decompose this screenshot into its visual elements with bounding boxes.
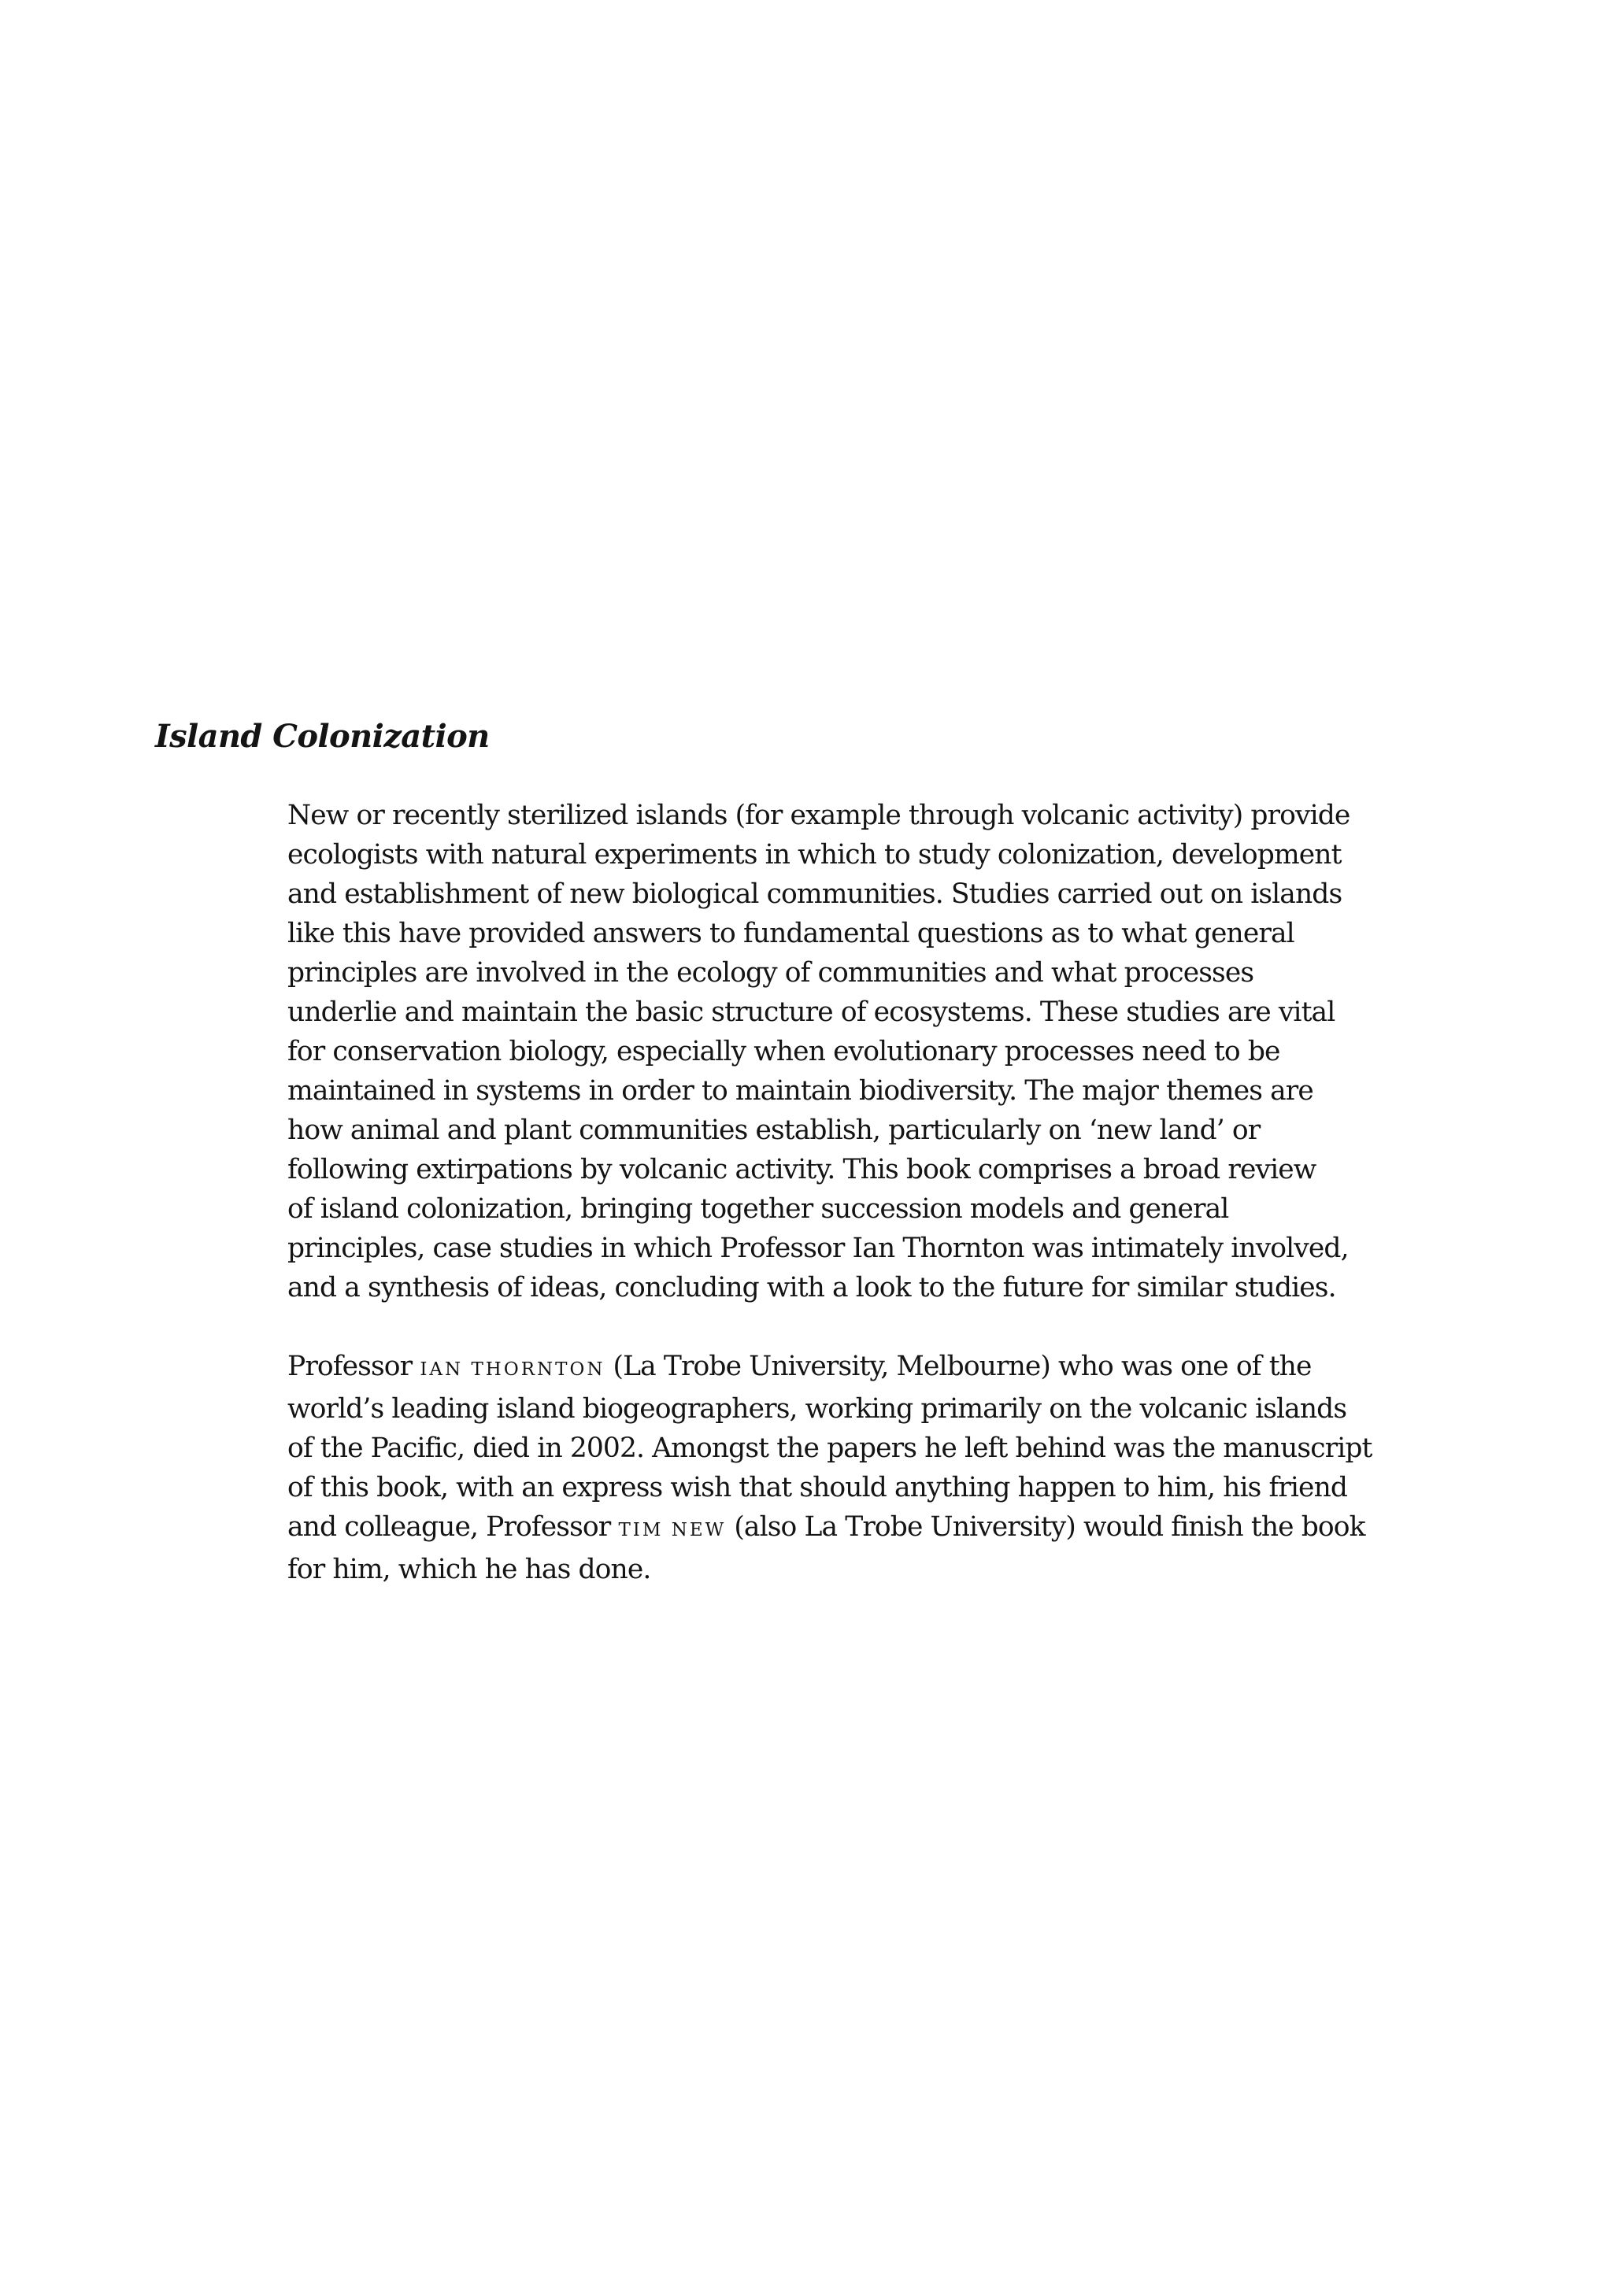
- description-line: of island colonization, bringing together succession models and general: [287, 1193, 1229, 1225]
- description-line: principles, case studies in which Professor Ian Thornton was intimately involved,: [287, 1233, 1349, 1264]
- author-name-tim-new: TIM NEW: [618, 1520, 727, 1540]
- bio-text: and colleague, Professor: [287, 1511, 619, 1543]
- bio-text: Professor: [287, 1351, 420, 1382]
- description-line: underlie and maintain the basic structure of ecosystems. These studies are vital: [287, 996, 1335, 1028]
- author-name-ian-thornton: IAN THORNTON: [420, 1359, 605, 1380]
- description-line: maintained in systems in order to maintain biodiversity. The major themes are: [287, 1075, 1313, 1107]
- bio-line: for him, which he has done.: [287, 1554, 651, 1585]
- bio-text: (La Trobe University, Melbourne) who was one of the: [605, 1351, 1312, 1382]
- description-line: ecologists with natural experiments in which to study colonization, development: [287, 839, 1342, 871]
- description-line: for conservation biology, especially when evolutionary processes need to be: [287, 1036, 1280, 1067]
- book-description-paragraph: [287, 796, 1429, 1307]
- blurb-body: [287, 796, 1429, 1589]
- bio-line: of this book, with an express wish that should anything happen to him, his friend: [287, 1472, 1348, 1503]
- bio-line: of the Pacific, died in 2002. Amongst the papers he left behind was the manuscript: [287, 1433, 1372, 1464]
- description-line: and a synthesis of ideas, concluding with a look to the future for similar studies.: [287, 1272, 1336, 1303]
- description-line: following extirpations by volcanic activity. This book comprises a broad review: [287, 1154, 1316, 1185]
- bio-line: [287, 1507, 1429, 1550]
- description-line: New or recently sterilized islands (for example through volcanic activity) provide: [287, 800, 1350, 831]
- author-bio-paragraph: [287, 1347, 1429, 1589]
- book-title: Island Colonization: [155, 718, 490, 755]
- bio-line: [287, 1347, 1429, 1389]
- description-line: like this have provided answers to fundamental questions as to what general: [287, 918, 1294, 949]
- description-line: principles are involved in the ecology of communities and what processes: [287, 957, 1254, 989]
- bio-line: world’s leading island biogeographers, working primarily on the volcanic islands: [287, 1393, 1347, 1425]
- description-line: how animal and plant communities establish, particularly on ‘new land’ or: [287, 1115, 1261, 1146]
- description-line: and establishment of new biological communities. Studies carried out on islands: [287, 878, 1342, 910]
- bio-text: (also La Trobe University) would finish the book: [726, 1511, 1365, 1543]
